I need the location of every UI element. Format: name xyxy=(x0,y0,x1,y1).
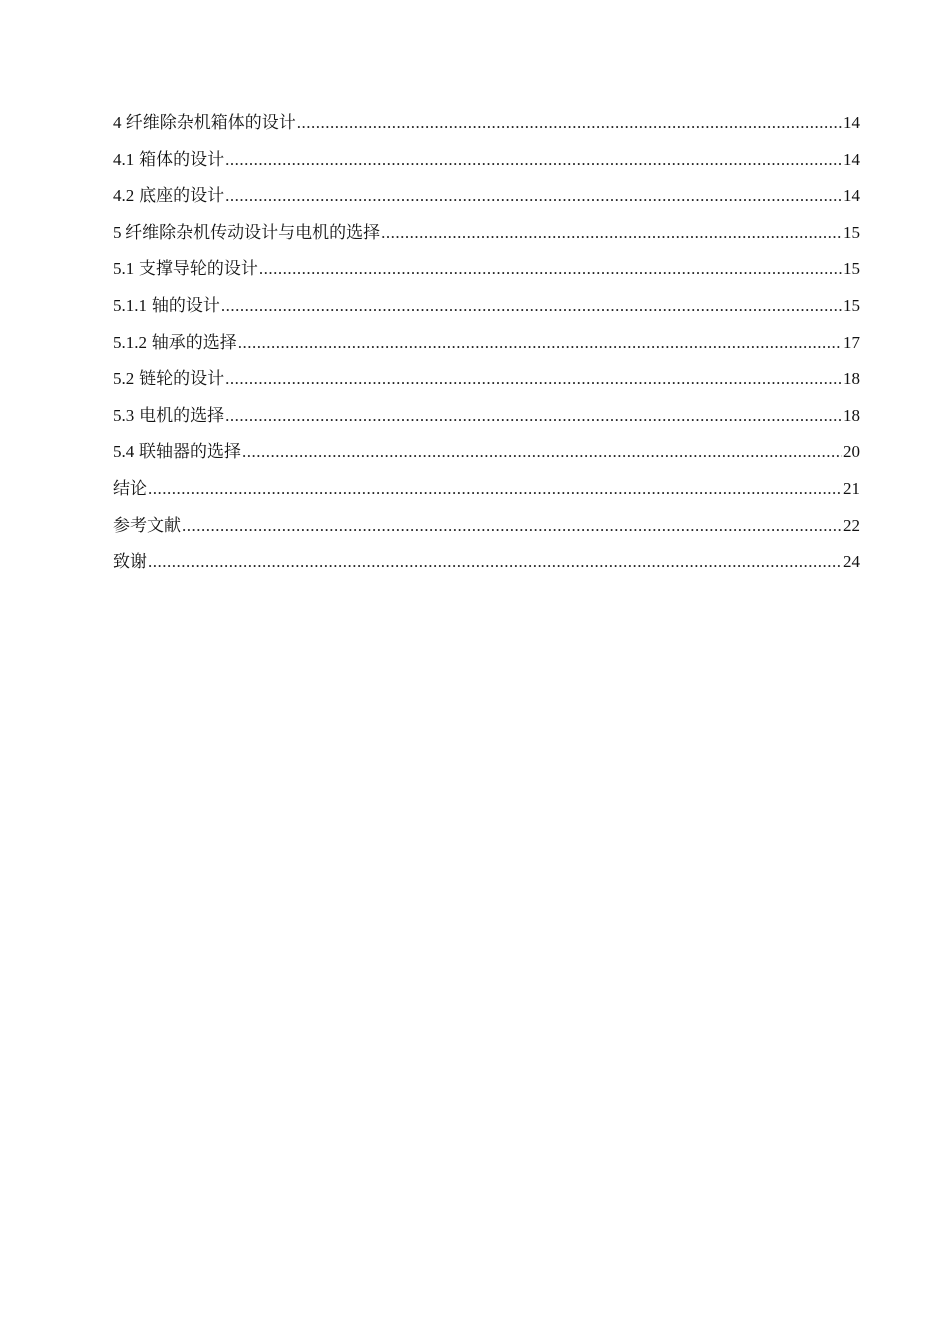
toc-entry-title: 结论 xyxy=(113,478,147,498)
toc-entry-page: 18 xyxy=(843,405,860,425)
toc-entry-title: 支撑导轮的设计 xyxy=(138,259,258,279)
toc-dot-leader xyxy=(225,186,842,206)
toc-dot-leader xyxy=(225,369,842,389)
toc-entry[interactable] xyxy=(113,474,860,511)
toc-entry-page: 15 xyxy=(843,295,860,315)
toc-entry-title: 轴的设计 xyxy=(151,295,220,315)
toc-entry-page: 21 xyxy=(843,478,860,498)
toc-dot-leader xyxy=(242,442,842,462)
toc-entry-page: 14 xyxy=(843,149,860,169)
toc-entry[interactable] xyxy=(113,181,860,218)
toc-entry[interactable] xyxy=(113,254,860,291)
toc-entry-number: 4.1 xyxy=(113,149,135,169)
toc-dot-leader xyxy=(225,150,842,170)
toc-dot-leader xyxy=(148,552,842,572)
toc-entry[interactable] xyxy=(113,364,860,401)
toc-entry[interactable] xyxy=(113,437,860,474)
toc-dot-leader xyxy=(221,296,842,316)
toc-entry-page: 14 xyxy=(843,113,860,132)
toc-entry-number: 5.3 xyxy=(113,405,135,425)
toc-entry-title: 纤维除杂机传动设计与电机的选择 xyxy=(125,222,381,242)
toc-entry[interactable] xyxy=(113,401,860,438)
toc-entry-number: 4 xyxy=(113,113,122,132)
toc-entry-title: 参考文献 xyxy=(113,515,181,535)
toc-dot-leader xyxy=(381,223,842,243)
toc-dot-leader xyxy=(225,406,842,426)
toc-entry[interactable] xyxy=(113,511,860,548)
toc-entry-number: 5.1.2 xyxy=(113,332,147,352)
table-of-contents xyxy=(113,108,860,584)
toc-dot-leader xyxy=(182,516,842,536)
toc-entry-page: 15 xyxy=(843,259,860,279)
toc-entry-page: 15 xyxy=(843,222,860,242)
toc-entry-page: 20 xyxy=(843,442,860,462)
toc-dot-leader xyxy=(148,479,842,499)
toc-entry[interactable] xyxy=(113,108,860,145)
toc-entry-title: 电机的选择 xyxy=(139,405,225,425)
toc-entry-title: 纤维除杂机箱体的设计 xyxy=(125,113,296,132)
toc-entry[interactable] xyxy=(113,218,860,255)
toc-entry-title: 联轴器的选择 xyxy=(138,442,241,462)
toc-entry-number: 5.4 xyxy=(113,442,135,462)
toc-entry[interactable] xyxy=(113,291,860,328)
toc-entry-page: 17 xyxy=(843,332,860,352)
toc-entry-title: 致谢 xyxy=(113,552,147,572)
toc-entry-title: 链轮的设计 xyxy=(139,369,225,389)
toc-entry-number: 4.2 xyxy=(113,186,135,206)
toc-entry-page: 22 xyxy=(843,515,860,535)
toc-entry[interactable] xyxy=(113,547,860,584)
toc-entry-title: 箱体的设计 xyxy=(139,149,225,169)
toc-entry-number: 5.1 xyxy=(113,259,135,279)
toc-entry-title: 轴承的选择 xyxy=(151,332,237,352)
toc-entry-title: 底座的设计 xyxy=(139,186,225,206)
toc-entry-number: 5.2 xyxy=(113,369,135,389)
toc-entry-page: 18 xyxy=(843,369,860,389)
toc-entry[interactable] xyxy=(113,145,860,182)
toc-dot-leader xyxy=(297,113,842,133)
toc-dot-leader xyxy=(259,259,842,279)
toc-entry-number: 5.1.1 xyxy=(113,295,147,315)
toc-entry-page: 14 xyxy=(843,186,860,206)
toc-entry-page: 24 xyxy=(843,552,860,572)
toc-dot-leader xyxy=(238,333,842,353)
toc-entry-number: 5 xyxy=(113,222,122,242)
toc-entry[interactable] xyxy=(113,328,860,365)
